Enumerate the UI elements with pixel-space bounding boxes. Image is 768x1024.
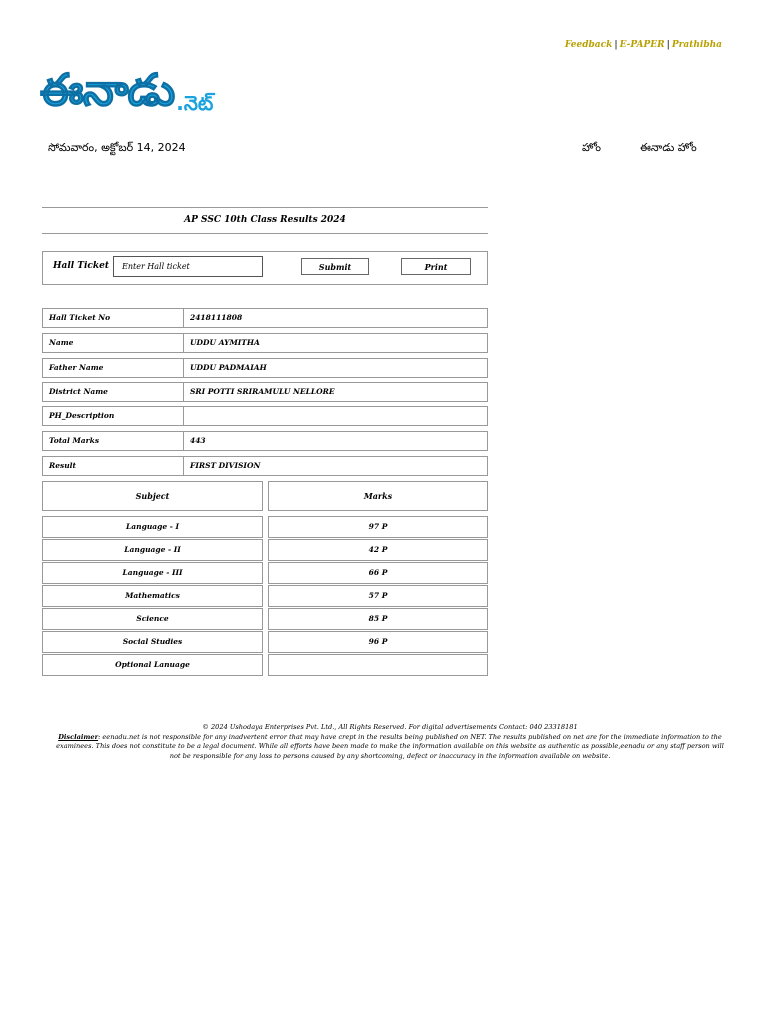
home-link[interactable]: హోం (582, 141, 601, 154)
table-row (42, 654, 488, 676)
detail-key: Hall Ticket No (42, 308, 184, 328)
copyright-text: © 2024 Ushodaya Enterprises Pvt. Ltd., All Rights Reserved. For digital advertisements Contact: 040 23318181 (202, 723, 578, 731)
separator: | (614, 40, 618, 50)
table-row (42, 562, 488, 584)
detail-key: Total Marks (42, 431, 184, 451)
subject-cell: Language - III (42, 562, 263, 584)
top-links (565, 40, 722, 50)
detail-row (42, 333, 488, 353)
detail-value: FIRST DIVISION (183, 456, 488, 476)
detail-value: 443 (183, 431, 488, 451)
table-row (42, 516, 488, 538)
detail-value: 2418111808 (183, 308, 488, 328)
detail-row (42, 382, 488, 402)
detail-row (42, 456, 488, 476)
eenadu-home-link[interactable]: ఈనాడు హోం (640, 141, 697, 154)
marks-header: Marks (268, 481, 488, 511)
detail-row (42, 308, 488, 328)
disclaimer (50, 733, 730, 762)
print-button[interactable]: Print (401, 258, 471, 275)
separator: | (666, 40, 670, 50)
epaper-link[interactable]: E-PAPER (619, 40, 665, 50)
subject-cell: Optional Lanuage (42, 654, 263, 676)
submit-button[interactable]: Submit (301, 258, 369, 275)
table-row (42, 585, 488, 607)
marks-cell: 85 P (268, 608, 488, 630)
marks-cell (268, 654, 488, 676)
table-row (42, 539, 488, 561)
logo-main-text: ఈనాడు (40, 65, 175, 116)
hall-ticket-label: Hall Ticket (53, 261, 110, 271)
disclaimer-text: : eenadu.net is not responsible for any inadvertent error that may have crept in the results being published on NET. The results published on net are for the immediate information to the examinees. This does not constitute to be a legal document. While all efforts have been made to make the information available on this website as authentic as possible,eenadu or any staff person will not be responsible for any loss to persons caused by any shortcoming, defect or inaccuracy in the information available on website. (56, 732, 724, 760)
detail-key: Father Name (42, 358, 184, 378)
marks-cell: 66 P (268, 562, 488, 584)
detail-row (42, 358, 488, 378)
subject-cell: Social Studies (42, 631, 263, 653)
hall-ticket-input[interactable] (113, 256, 263, 277)
detail-value: UDDU PADMAIAH (183, 358, 488, 378)
footer (50, 723, 730, 761)
subject-cell: Science (42, 608, 263, 630)
marks-cell: 42 P (268, 539, 488, 561)
detail-value: SRI POTTI SRIRAMULU NELLORE (183, 382, 488, 402)
table-row (42, 608, 488, 630)
marks-cell: 97 P (268, 516, 488, 538)
feedback-link[interactable]: Feedback (564, 40, 613, 50)
logo-sub-text: .నెట్ (176, 91, 214, 115)
detail-key: District Name (42, 382, 184, 402)
current-date: సోమవారం, అక్టోబర్ 14, 2024 (48, 141, 186, 154)
prathibha-link[interactable]: Prathibha (671, 40, 722, 50)
detail-row (42, 431, 488, 451)
subject-cell: Language - II (42, 539, 263, 561)
marks-cell: 96 P (268, 631, 488, 653)
disclaimer-label: Disclaimer (58, 732, 99, 741)
detail-value (183, 406, 488, 426)
site-logo[interactable] (40, 62, 213, 116)
subject-cell: Mathematics (42, 585, 263, 607)
subject-header: Subject (42, 481, 263, 511)
detail-key: PH_Description (42, 406, 184, 426)
subject-cell: Language - I (42, 516, 263, 538)
marks-cell: 57 P (268, 585, 488, 607)
detail-key: Name (42, 333, 184, 353)
detail-value: UDDU AYMITHA (183, 333, 488, 353)
table-row (42, 631, 488, 653)
page-title: AP SSC 10th Class Results 2024 (42, 207, 488, 234)
detail-row (42, 406, 488, 426)
detail-key: Result (42, 456, 184, 476)
hall-ticket-form (42, 251, 488, 285)
